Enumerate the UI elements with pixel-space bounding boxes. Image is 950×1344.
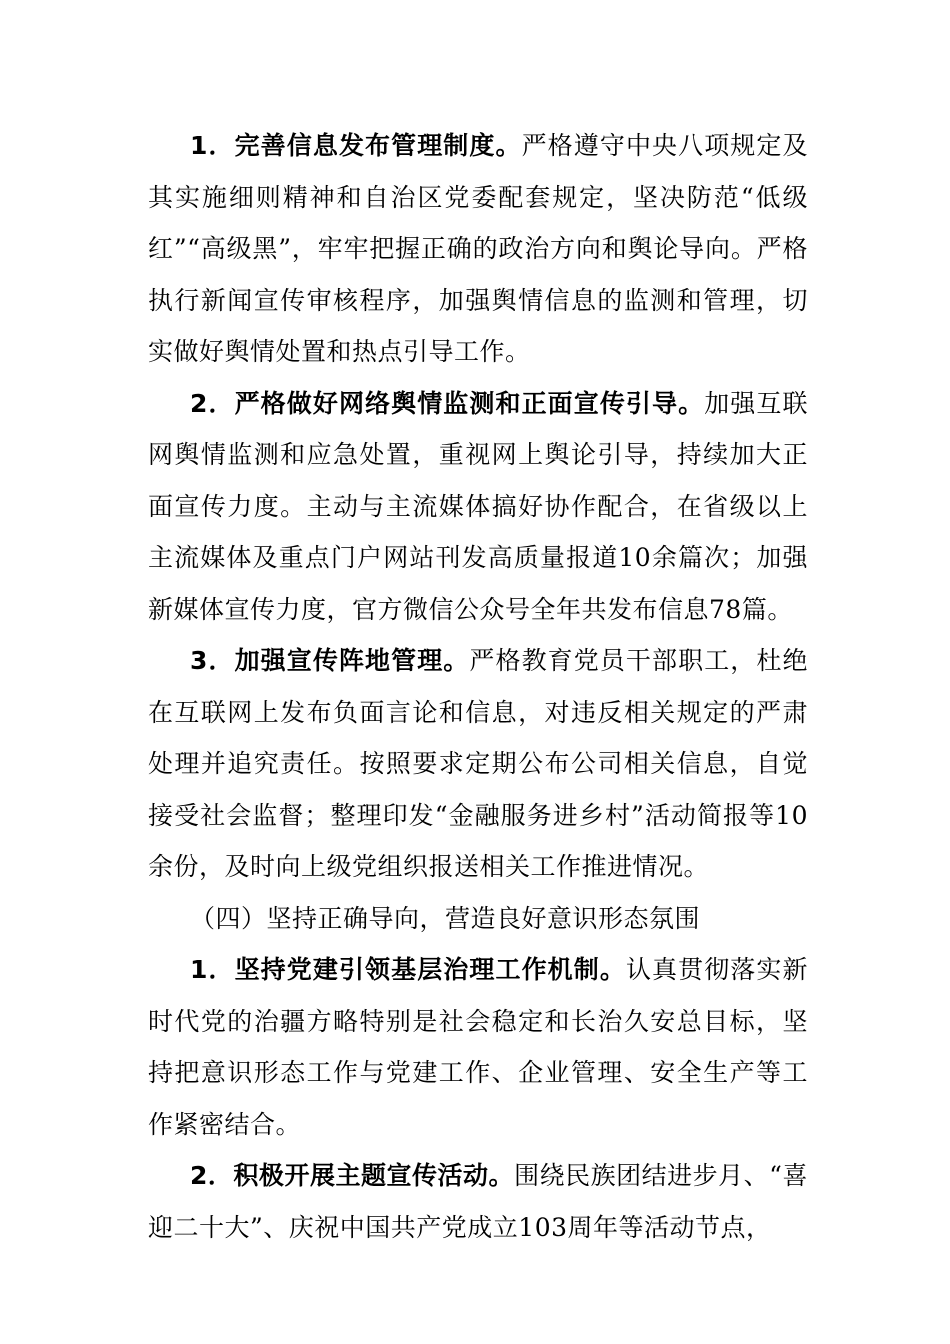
section-heading: （四）坚持正确导向，营造良好意识形态氛围 <box>190 903 701 933</box>
paragraph-party-governance <box>148 944 808 1150</box>
paragraph-heading: 1．坚持党建引领基层治理工作机制。 <box>190 955 626 984</box>
paragraph-heading: 3．加强宣传阵地管理。 <box>190 646 470 675</box>
paragraph-heading: 2．严格做好网络舆情监测和正面宣传引导。 <box>190 388 705 418</box>
paragraph-text: 围绕民族团结进步月、“喜迎二十大”、庆祝中国共产党成立103周年等活动节点， <box>148 1161 808 1242</box>
document-body <box>148 120 808 1253</box>
paragraph-theme-activities <box>148 1150 808 1253</box>
paragraph-text: 严格教育党员干部职工，杜绝在互联网上发布负面言论和信息，对违反相关规定的严肃处理并追究责任。按照要求定期公布公司相关信息，自觉接受社会监督；整理印发“金融服务进乡村”活动简报等10余份，及时向上级党组织报送相关工作推进情况。 <box>148 646 808 881</box>
paragraph-online-opinion <box>148 378 808 636</box>
paragraph-heading: 1．完善信息发布管理制度。 <box>190 131 522 160</box>
paragraph-text: 严格遵守中央八项规定及其实施细则精神和自治区党委配套规定，坚决防范“低级红”“高级黑”，牢牢把握正确的政治方向和舆论导向。严格执行新闻宣传审核程序，加强舆情信息的监测和管理，切实做好舆情处置和热点引导工作。 <box>148 131 808 366</box>
paragraph-info-release <box>148 120 808 378</box>
paragraph-heading: 2．积极开展主题宣传活动。 <box>190 1161 515 1190</box>
paragraph-propaganda-front <box>148 635 808 893</box>
paragraph-text: 加强互联网舆情监测和应急处置，重视网上舆论引导，持续加大正面宣传力度。主动与主流媒体搞好协作配合，在省级以上主流媒体及重点门户网站刊发高质量报道10余篇次；加强新媒体宣传力度，官方微信公众号全年共发布信息78篇。 <box>148 388 808 624</box>
paragraph-text: 认真贯彻落实新时代党的治疆方略特别是社会稳定和长治久安总目标，坚持把意识形态工作与党建工作、企业管理、安全生产等工作紧密结合。 <box>148 955 808 1139</box>
